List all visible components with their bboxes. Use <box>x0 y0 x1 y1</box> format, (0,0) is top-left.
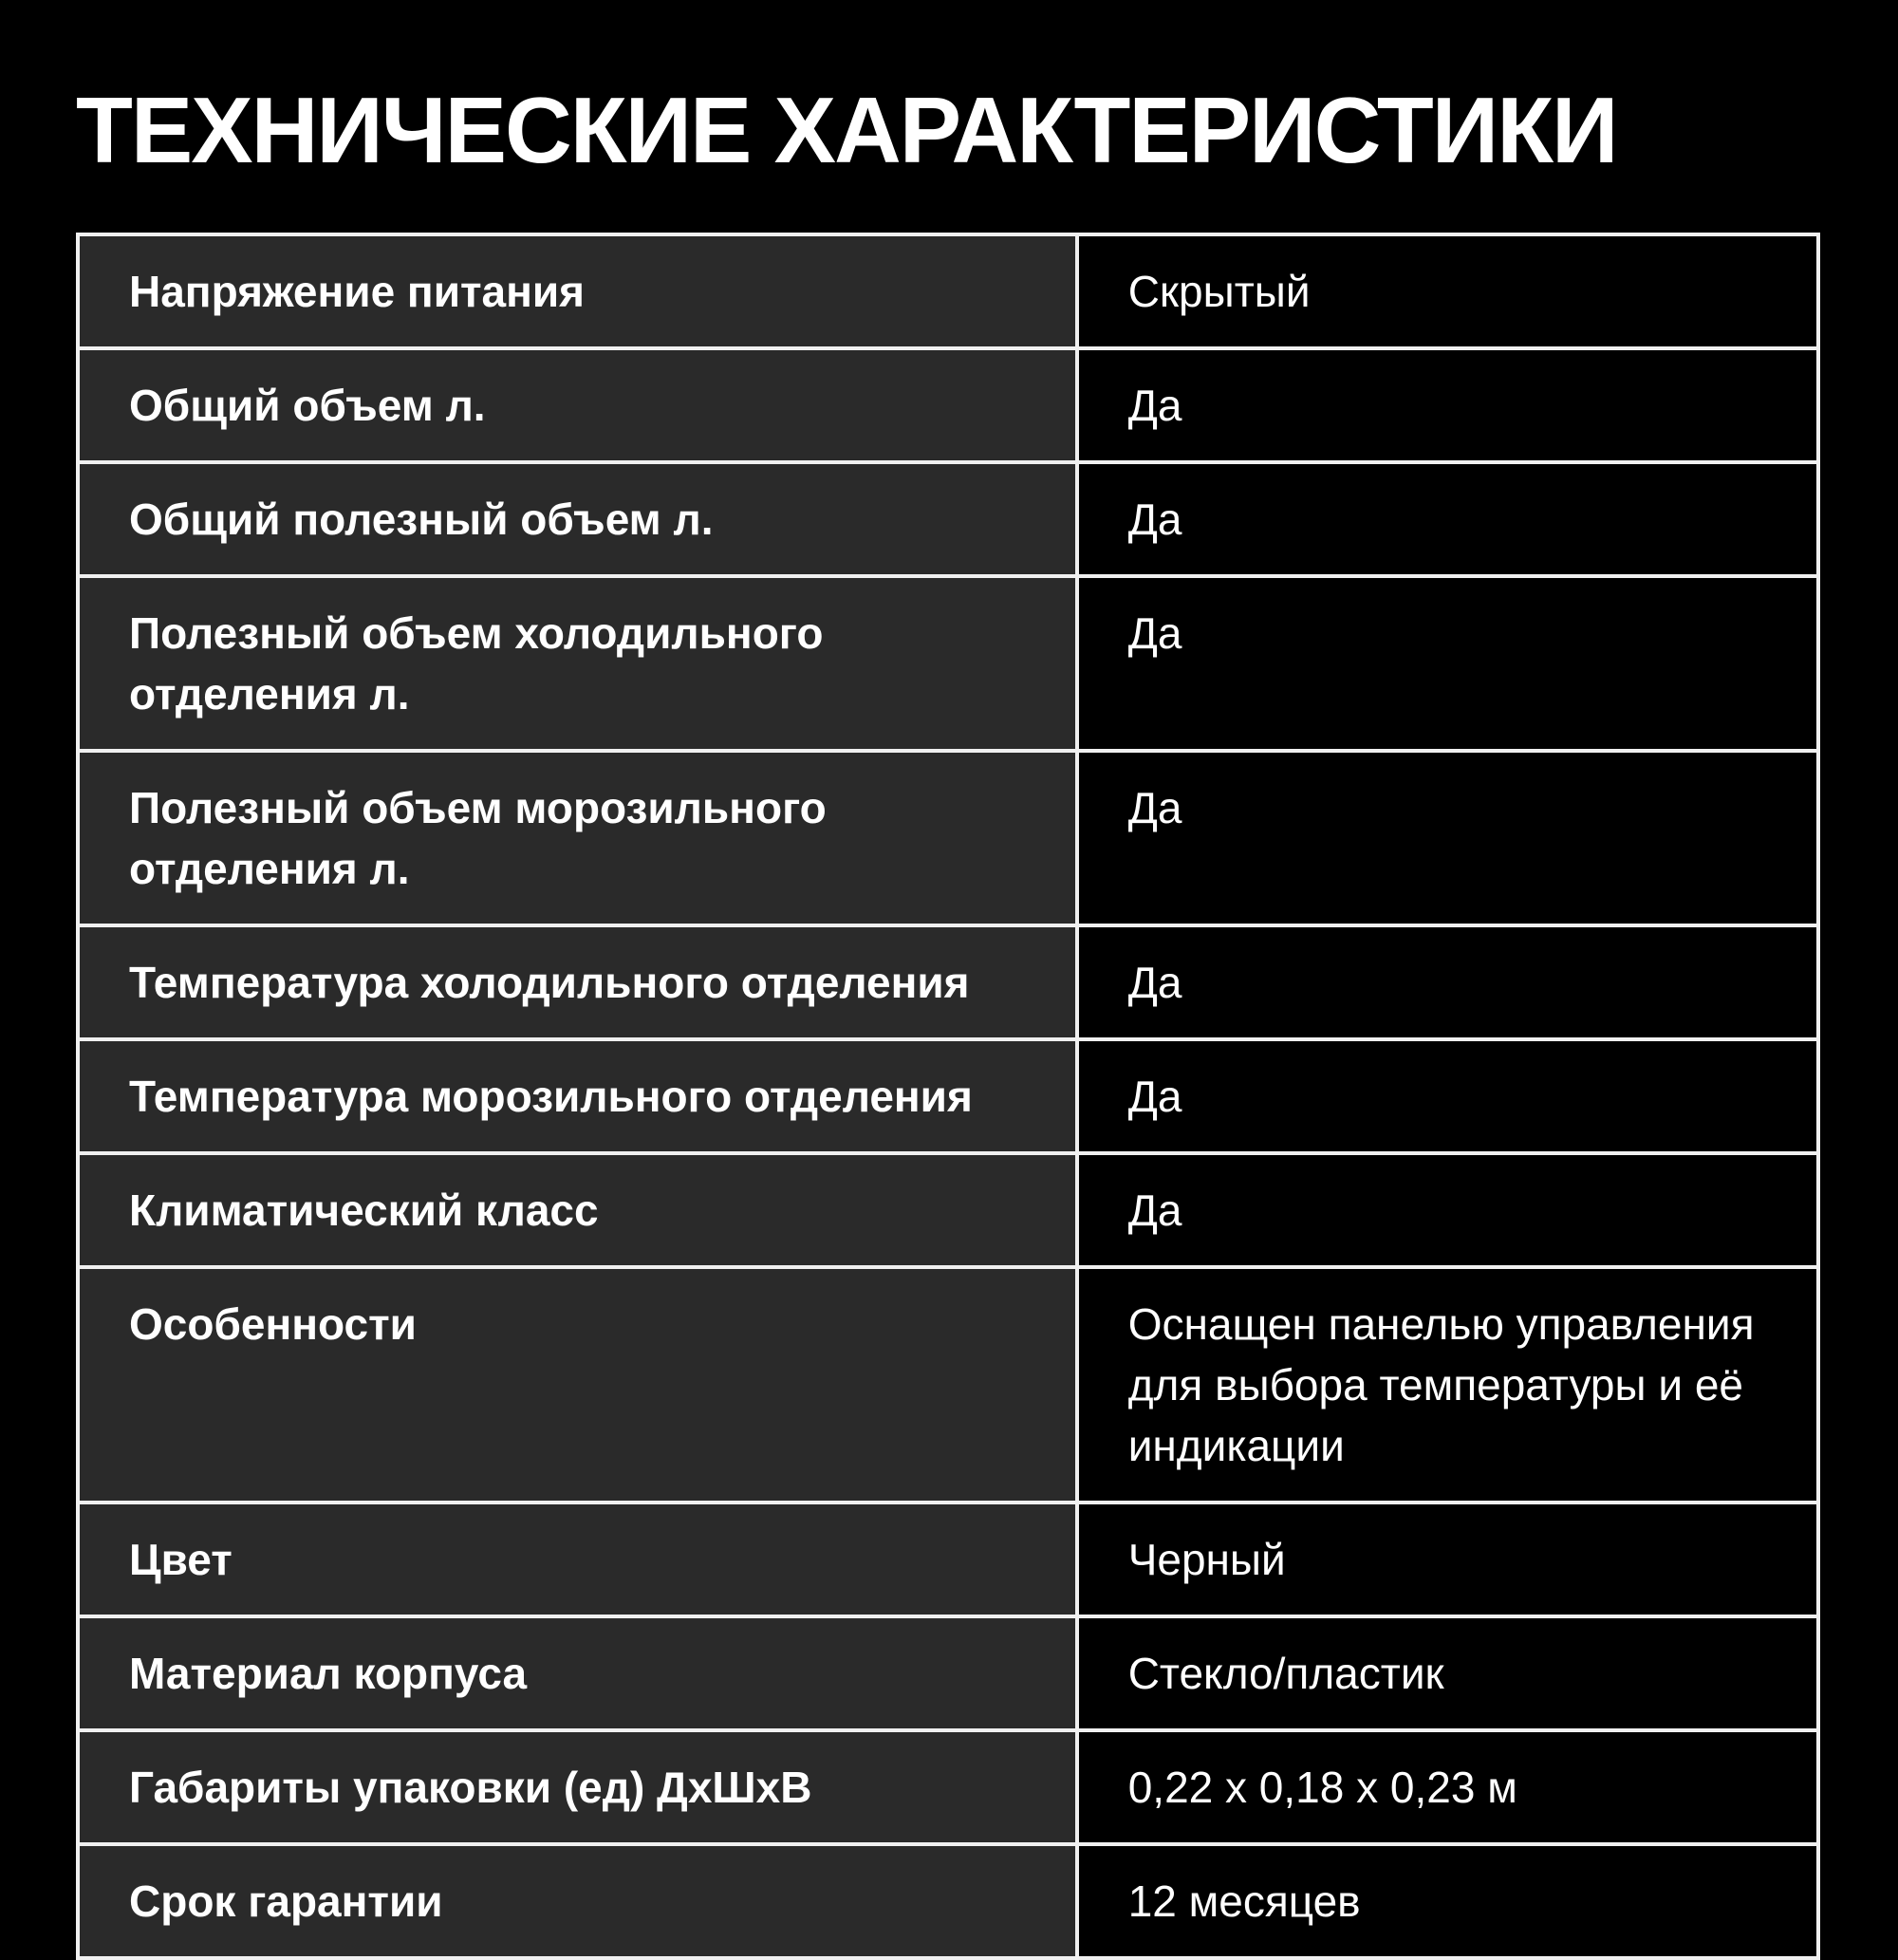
page-title: ТЕХНИЧЕСКИЕ ХАРАКТЕРИСТИКИ <box>76 78 1617 182</box>
spec-label-cell: Общий объем л. <box>78 348 1077 462</box>
table-row <box>78 348 1818 462</box>
table-row <box>78 1267 1818 1503</box>
spec-value-cell: Да <box>1077 1039 1818 1153</box>
table-row <box>78 1844 1818 1958</box>
table-row <box>78 576 1818 751</box>
table-row <box>78 1153 1818 1267</box>
spec-value-cell: Скрытый <box>1077 234 1818 348</box>
table-row <box>78 1616 1818 1730</box>
table-row <box>78 1503 1818 1616</box>
spec-value-cell: Да <box>1077 751 1818 925</box>
spec-label-cell: Температура холодильного отделения <box>78 925 1077 1039</box>
spec-table-body <box>78 234 1818 1958</box>
table-row <box>78 1730 1818 1844</box>
spec-label-cell: Габариты упаковки (ед) ДхШхВ <box>78 1730 1077 1844</box>
spec-value-cell: Да <box>1077 462 1818 576</box>
spec-value-cell: Да <box>1077 576 1818 751</box>
spec-value-cell: Да <box>1077 1153 1818 1267</box>
spec-value-cell: 12 месяцев <box>1077 1844 1818 1958</box>
spec-value-cell: Да <box>1077 348 1818 462</box>
table-row <box>78 462 1818 576</box>
spec-label-cell: Температура морозильного отделения <box>78 1039 1077 1153</box>
spec-value-cell: Оснащен панелью управления для выбора температуры и её индикации <box>1077 1267 1818 1503</box>
spec-label-cell: Цвет <box>78 1503 1077 1616</box>
spec-label-cell: Полезный объем морозильного отделения л. <box>78 751 1077 925</box>
spec-value-cell: Да <box>1077 925 1818 1039</box>
spec-table <box>76 233 1820 1960</box>
spec-label-cell: Климатический класс <box>78 1153 1077 1267</box>
spec-value-cell: Черный <box>1077 1503 1818 1616</box>
table-row <box>78 1039 1818 1153</box>
spec-value-cell: 0,22 x 0,18 x 0,23 м <box>1077 1730 1818 1844</box>
table-row <box>78 925 1818 1039</box>
spec-label-cell: Материал корпуса <box>78 1616 1077 1730</box>
spec-label-cell: Срок гарантии <box>78 1844 1077 1958</box>
spec-label-cell: Напряжение питания <box>78 234 1077 348</box>
table-row <box>78 234 1818 348</box>
spec-label-cell: Общий полезный объем л. <box>78 462 1077 576</box>
spec-value-cell: Стекло/пластик <box>1077 1616 1818 1730</box>
table-row <box>78 751 1818 925</box>
spec-label-cell: Особенности <box>78 1267 1077 1503</box>
spec-label-cell: Полезный объем холодильного отделения л. <box>78 576 1077 751</box>
